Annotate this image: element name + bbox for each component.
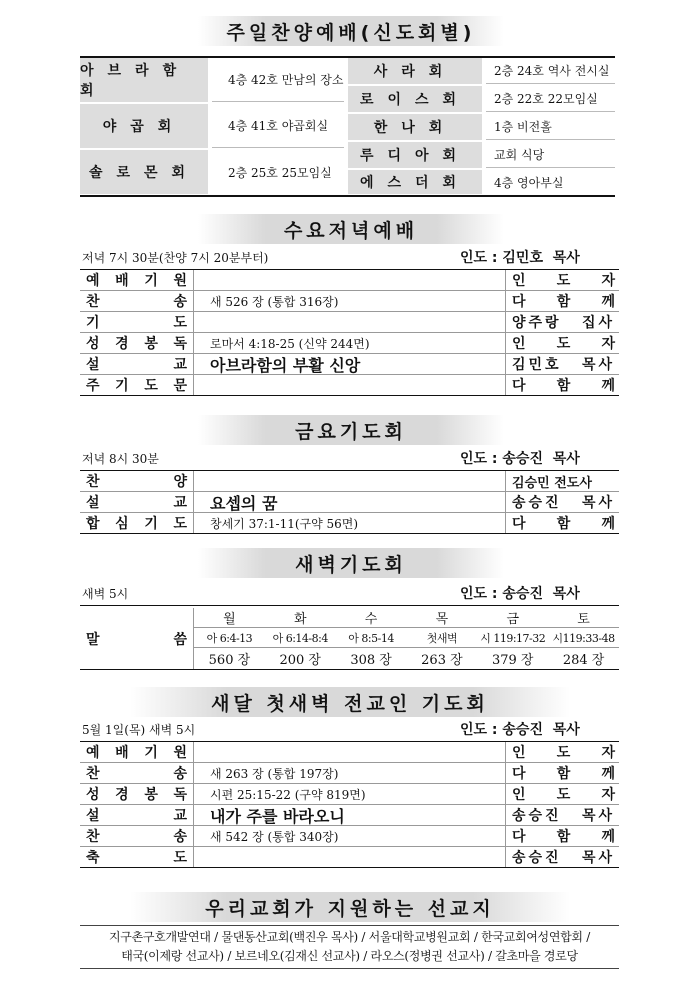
- row-person: 다 함 께: [505, 375, 619, 395]
- row-label: 설 교: [80, 492, 194, 512]
- group-place-abraham: 4층 42호 만남의 장소: [212, 58, 344, 102]
- wednesday-row: [80, 375, 619, 396]
- day-cell: 수: [336, 608, 407, 628]
- dawn-time: 새벽 5시: [82, 587, 129, 601]
- row-label: 설 교: [80, 354, 194, 374]
- hymn-cell: 308 장: [336, 648, 407, 670]
- dawn-table: [80, 608, 619, 670]
- friday-title: 금요기도회: [198, 415, 504, 445]
- newdawn-row: [80, 847, 619, 868]
- sermon-title: 아브라함의 부활 신앙: [210, 355, 361, 375]
- day-cell: 월: [194, 608, 265, 628]
- wednesday-row: [80, 312, 619, 333]
- row-label: 성 경 봉 독: [80, 333, 194, 353]
- row-label: 찬 송: [80, 291, 194, 311]
- wednesday-row: [80, 291, 619, 312]
- friday-row: [80, 513, 619, 534]
- row-person: 인 도 자: [505, 333, 619, 353]
- friday-leader: 인도 : 송승진 목사: [460, 451, 580, 467]
- row-person: 송승진 목사: [505, 805, 619, 825]
- group-name-esther: 에스더회: [348, 170, 482, 194]
- newdawn-row: [80, 763, 619, 784]
- day-cell: 토: [548, 608, 619, 628]
- group-place-solomon: 2층 25호 25모임실: [228, 165, 332, 180]
- wednesday-row: [80, 333, 619, 354]
- wednesday-time: 저녁 7시 30분(찬양 7시 20분부터): [82, 251, 269, 265]
- dawn-schedule-grid: [194, 608, 619, 670]
- row-label: 찬 송: [80, 763, 194, 783]
- wednesday-row: [80, 270, 619, 291]
- wednesday-leader: 인도 : 김민호 목사: [460, 250, 580, 266]
- hymn-cell: 284 장: [548, 648, 619, 670]
- group-name-hannah: 한나회: [348, 114, 482, 140]
- wednesday-header: [80, 246, 619, 270]
- missions-bottom-rule: [80, 968, 619, 969]
- dawn-title: 새벽기도회: [198, 548, 504, 578]
- group-name-lydia: 루디아회: [348, 142, 482, 168]
- row-person: 양주랑 집사: [505, 312, 619, 332]
- missions-title: 우리교회가 지원하는 선교지: [130, 892, 570, 922]
- row-label: 합 심 기 도: [80, 513, 194, 533]
- friday-time: 저녁 8시 30분: [82, 452, 159, 466]
- newdawn-row: [80, 826, 619, 847]
- group-name-solomon: 솔로몬회: [80, 150, 208, 194]
- hymn-cell: 263 장: [407, 648, 478, 670]
- row-person: 다 함 께: [505, 291, 619, 311]
- group-place-lois: 2층 22호 22모임실: [486, 86, 615, 112]
- dawn-leader: 인도 : 송승진 목사: [460, 586, 580, 602]
- row-person: 김승민 전도사: [505, 471, 619, 491]
- group-name-jacob: 야곱회: [80, 104, 208, 148]
- row-content: 새 526 장 (통합 316장): [210, 294, 339, 309]
- scripture-cell: 아 8:5-14: [336, 628, 407, 648]
- row-content: 새 263 장 (통합 197장): [210, 766, 339, 781]
- row-label: 찬 송: [80, 826, 194, 846]
- row-content: 창세기 37:1-11(구약 56면): [210, 516, 359, 531]
- day-cell: 목: [407, 608, 478, 628]
- row-content: 로마서 4:18-25 (신약 244면): [210, 336, 370, 351]
- row-label: 성 경 봉 독: [80, 784, 194, 804]
- row-person: 송승진 목사: [505, 492, 619, 512]
- day-cell: 금: [477, 608, 548, 628]
- friday-row: [80, 471, 619, 492]
- missions-line: 지구촌구호개발연대 / 물댄동산교회(백진우 목사) / 서울대학교병원교회 / 한국교회여성연합회 /: [109, 930, 590, 944]
- hymn-cell: 379 장: [477, 648, 548, 670]
- row-content: 시편 25:15-22 (구약 819면): [210, 787, 366, 802]
- row-person: 김민호 목사: [505, 354, 619, 374]
- group-place-lydia: 교회 식당: [486, 142, 615, 168]
- sunday-group-table: [80, 56, 615, 196]
- sunday-title: 주일찬양예배(신도회별): [198, 16, 504, 46]
- row-content: 새 542 장 (통합 340장): [210, 829, 339, 844]
- row-person: 인 도 자: [505, 742, 619, 762]
- row-label: 예 배 기 원: [80, 742, 194, 762]
- row-label: 기 도: [80, 312, 194, 332]
- scripture-cell: 아 6:14-8:4: [265, 628, 336, 648]
- row-label: 예 배 기 원: [80, 270, 194, 290]
- missions-top-rule: [80, 925, 619, 926]
- newdawn-row: [80, 742, 619, 763]
- word-label: 말 씀: [80, 608, 194, 670]
- group-name-abraham: 아브라함회: [80, 58, 208, 102]
- missions-line: 태국(이제랑 선교사) / 보르네오(김재신 선교사) / 라오스(정병권 선교사) / 갈초마을 경로당: [121, 949, 578, 963]
- group-place-esther: 4층 영아부실: [494, 175, 564, 190]
- group-place-jacob: 4층 41호 야곱회실: [212, 104, 344, 148]
- day-cell: 화: [265, 608, 336, 628]
- newdawn-title: 새달 첫새벽 전교인 기도회: [130, 687, 570, 717]
- sermon-title: 내가 주를 바라오니: [210, 806, 345, 826]
- hymn-cell: 200 장: [265, 648, 336, 670]
- group-place-sarah: 2층 24호 역사 전시실: [486, 58, 615, 84]
- row-label: 설 교: [80, 805, 194, 825]
- newdawn-row: [80, 784, 619, 805]
- row-person: 다 함 께: [505, 513, 619, 533]
- dawn-bottom-rule: [80, 669, 619, 670]
- row-label: 주 기 도 문: [80, 375, 194, 395]
- row-label: 축 도: [80, 847, 194, 867]
- friday-header: [80, 447, 619, 471]
- row-person: 송승진 목사: [505, 847, 619, 867]
- row-label: 찬 양: [80, 471, 194, 491]
- row-person: 인 도 자: [505, 784, 619, 804]
- group-name-sarah: 사라회: [348, 58, 482, 84]
- scripture-cell: 시119:33-48: [548, 628, 619, 648]
- row-person: 인 도 자: [505, 270, 619, 290]
- newdawn-row: [80, 805, 619, 826]
- row-person: 다 함 께: [505, 763, 619, 783]
- scripture-cell: 아 6:4-13: [194, 628, 265, 648]
- group-name-lois: 로이스회: [348, 86, 482, 112]
- row-person: 다 함 께: [505, 826, 619, 846]
- missions-list: [80, 928, 619, 966]
- newdawn-leader: 인도 : 송승진 목사: [460, 722, 580, 738]
- newdawn-header: [80, 718, 619, 742]
- wednesday-title: 수요저녁예배: [198, 214, 504, 244]
- newdawn-time: 5월 1일(목) 새벽 5시: [82, 723, 196, 737]
- group-place-hannah: 1층 비전홀: [486, 114, 615, 140]
- hymn-cell: 560 장: [194, 648, 265, 670]
- scripture-cell: 시 119:17-32: [477, 628, 548, 648]
- scripture-cell: 첫새벽: [407, 628, 478, 648]
- sermon-title: 요셉의 꿈: [210, 493, 278, 513]
- wednesday-row: [80, 354, 619, 375]
- friday-row: [80, 492, 619, 513]
- dawn-header: [80, 582, 619, 606]
